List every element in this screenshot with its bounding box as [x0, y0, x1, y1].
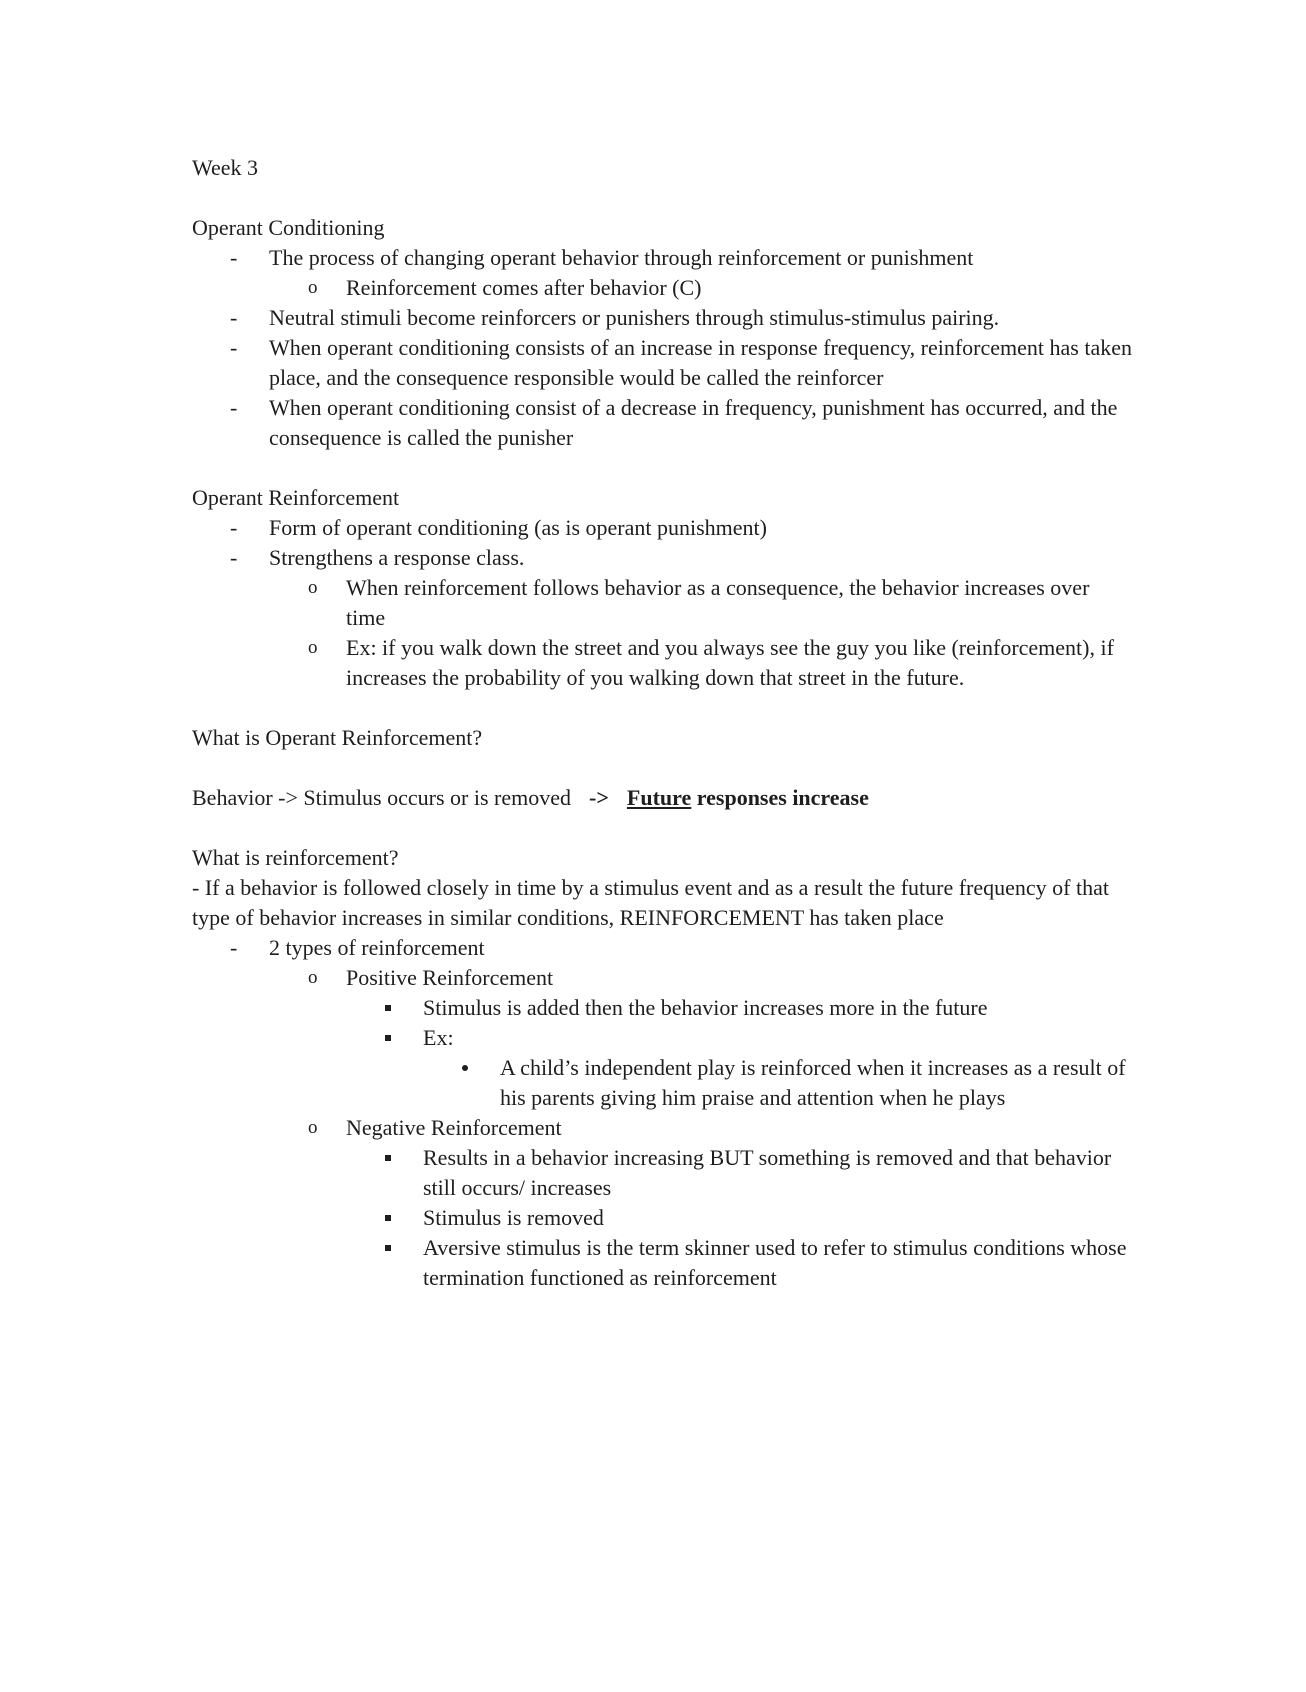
round-bullet-icon	[462, 1065, 468, 1071]
list-item	[192, 573, 1132, 633]
list-item-text: Stimulus is added then the behavior increases more in the future	[423, 995, 988, 1020]
dash-marker: -	[230, 395, 238, 420]
circle-marker: o	[308, 577, 318, 598]
list-item-text: When reinforcement follows behavior as a consequence, the behavior increases over time	[346, 575, 1090, 630]
section-heading-what-is-reinforcement: What is reinforcement?	[192, 845, 399, 870]
section-heading-operant-conditioning: Operant Conditioning	[192, 215, 385, 240]
list-item	[192, 1023, 1132, 1053]
list-item	[192, 1203, 1132, 1233]
list-item-text: Aversive stimulus is the term skinner used to refer to stimulus conditions whose termination functioned as reinforcement	[423, 1235, 1127, 1290]
list-item-text: When operant conditioning consist of a decrease in frequency, punishment has occurred, and the consequence is called the punisher	[269, 395, 1118, 450]
section-heading-operant-reinforcement: Operant Reinforcement	[192, 485, 400, 510]
square-bullet-icon	[385, 1035, 391, 1041]
flow-part-1: Behavior -> Stimulus occurs or is removed	[192, 785, 572, 810]
list-item-text: Results in a behavior increasing BUT something is removed and that behavior still occurs/ increases	[423, 1145, 1112, 1200]
week-heading: Week 3	[192, 155, 259, 180]
dash-marker: -	[230, 335, 238, 360]
list-item-text: Neutral stimuli become reinforcers or punishers through stimulus-stimulus pairing.	[269, 305, 1000, 330]
list-item	[192, 1233, 1132, 1293]
reinforcement-definition: - If a behavior is followed closely in time by a stimulus event and as a result the future frequency of that type of behavior increases in similar conditions, REINFORCEMENT has taken place	[192, 875, 1109, 930]
flow-future-word: Future	[626, 785, 692, 810]
list-item	[192, 243, 1132, 273]
list-item-text: Stimulus is removed	[423, 1205, 604, 1230]
list-item-text: 2 types of reinforcement	[269, 935, 485, 960]
list-item-text: Form of operant conditioning (as is operant punishment)	[269, 515, 767, 540]
circle-marker: o	[308, 967, 318, 988]
dash-marker: -	[230, 515, 238, 540]
circle-marker: o	[308, 637, 318, 658]
list-item-text: The process of changing operant behavior through reinforcement or punishment	[269, 245, 974, 270]
list-item	[192, 1143, 1132, 1203]
list-item	[192, 273, 1132, 303]
list-item	[192, 1053, 1132, 1113]
dash-marker: -	[230, 935, 238, 960]
document-body	[192, 153, 1132, 1293]
section-heading-what-is-operant: What is Operant Reinforcement?	[192, 725, 483, 750]
square-bullet-icon	[385, 1215, 391, 1221]
circle-marker: o	[308, 1117, 318, 1138]
list-item	[192, 393, 1132, 453]
list-item-text: Strengthens a response class.	[269, 545, 525, 570]
list-item-text: Ex: if you walk down the street and you always see the guy you like (reinforcement), if increases the probability of you walking down that street in the future.	[346, 635, 1114, 690]
list-item-text: Reinforcement comes after behavior (C)	[346, 275, 702, 300]
list-item	[192, 513, 1132, 543]
flow-arrow: ->	[589, 785, 609, 810]
list-item	[192, 993, 1132, 1023]
dash-marker: -	[230, 545, 238, 570]
list-item-text: Negative Reinforcement	[346, 1115, 562, 1140]
square-bullet-icon	[385, 1155, 391, 1161]
list-item	[192, 303, 1132, 333]
list-item	[192, 1113, 1132, 1143]
list-item-text: Ex:	[423, 1025, 454, 1050]
list-item	[192, 333, 1132, 393]
flow-rest: responses increase	[691, 785, 869, 810]
dash-marker: -	[230, 305, 238, 330]
list-item	[192, 933, 1132, 963]
square-bullet-icon	[385, 1005, 391, 1011]
square-bullet-icon	[385, 1245, 391, 1251]
list-item	[192, 963, 1132, 993]
list-item	[192, 543, 1132, 573]
list-item-text: When operant conditioning consists of an increase in response frequency, reinforcement has taken place, and the consequence responsible would be called the reinforcer	[269, 335, 1132, 390]
list-item	[192, 633, 1132, 693]
dash-marker: -	[230, 245, 238, 270]
behavior-flow-line	[192, 783, 1132, 813]
list-item-text: Positive Reinforcement	[346, 965, 554, 990]
circle-marker: o	[308, 277, 318, 298]
list-item-text: A child’s independent play is reinforced when it increases as a result of his parents giving him praise and attention when he plays	[500, 1055, 1126, 1110]
